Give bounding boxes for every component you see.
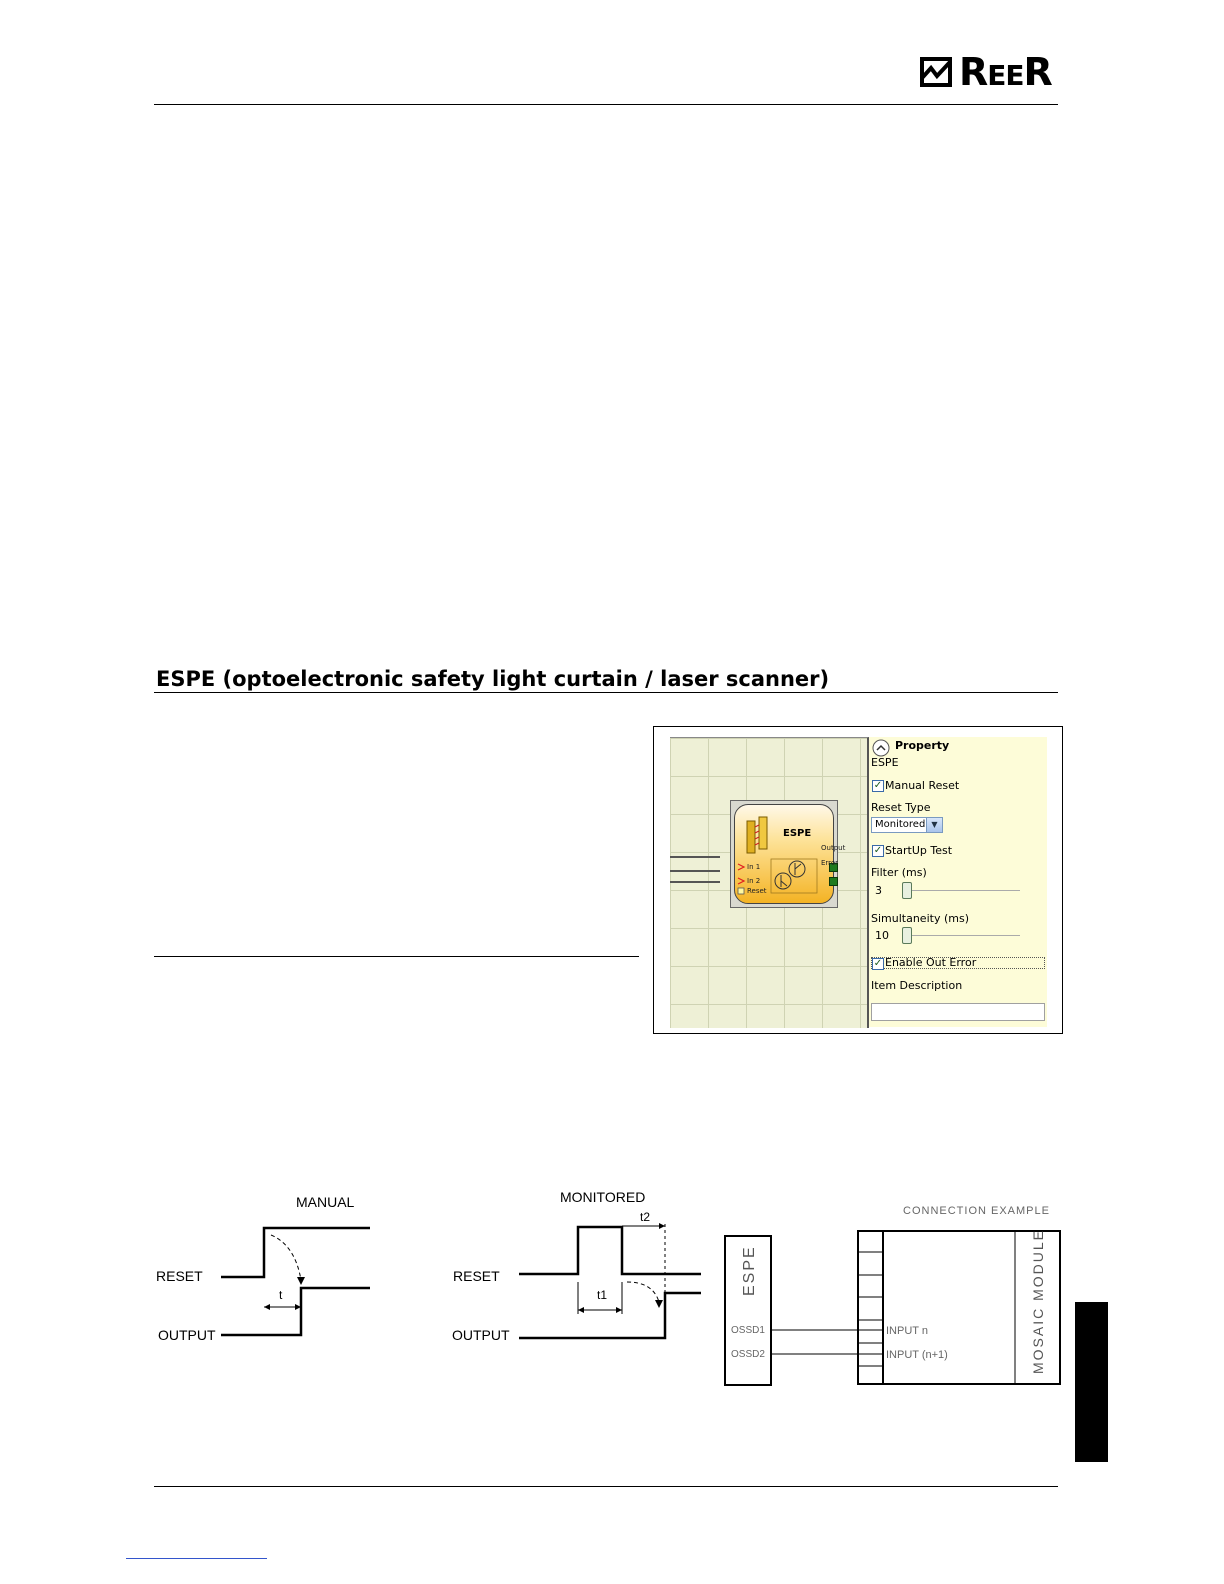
monitored-reset-label: RESET xyxy=(453,1268,500,1284)
startup-test-label: StartUp Test xyxy=(885,844,953,857)
software-screenshot xyxy=(653,726,1063,1034)
logo-mark-icon xyxy=(919,56,953,88)
pin-label-output: Output xyxy=(821,844,846,852)
object-name: ESPE xyxy=(871,756,899,769)
espe-block-body xyxy=(734,804,834,904)
reer-logo xyxy=(919,50,1059,94)
item-description-label: Item Description xyxy=(871,979,963,992)
espe-function-block[interactable] xyxy=(730,800,838,908)
light-curtain-icon xyxy=(745,815,773,857)
block-title: ESPE xyxy=(783,828,812,839)
enable-out-error-label: Enable Out Error xyxy=(885,956,977,969)
mosaic-module-label: MOSAIC MODULE xyxy=(1030,1228,1046,1374)
filter-label: Filter (ms) xyxy=(871,866,927,879)
reset-type-value: Monitored xyxy=(875,819,926,830)
section-rule xyxy=(154,692,1058,693)
property-panel xyxy=(869,737,1047,1027)
logo-wordmark: REER xyxy=(959,50,1052,94)
manual-reset-label: Manual Reset xyxy=(885,779,960,792)
filter-slider-thumb[interactable] xyxy=(902,882,912,899)
input-n1-label: INPUT (n+1) xyxy=(886,1349,948,1361)
property-header: Property xyxy=(895,739,950,752)
footer-rule xyxy=(154,1486,1058,1487)
filter-slider-track xyxy=(905,890,1020,891)
header-rule xyxy=(154,104,1058,105)
monitored-t2-label: t2 xyxy=(640,1210,651,1224)
monitored-timing-diagram xyxy=(515,1222,705,1346)
manual-title: MANUAL xyxy=(296,1194,355,1210)
ossd1-label: OSSD1 xyxy=(731,1325,765,1336)
chevron-down-icon[interactable]: ▼ xyxy=(926,818,942,832)
manual-reset-label: RESET xyxy=(156,1268,203,1284)
startup-test-checkbox[interactable]: ✓ xyxy=(873,845,883,856)
wire-in1 xyxy=(670,856,720,858)
simultaneity-slider-track xyxy=(905,935,1020,936)
chapter-side-tab xyxy=(1075,1302,1108,1462)
pin-label-in1: In 1 xyxy=(747,863,761,871)
connection-diagram xyxy=(770,1228,1065,1388)
wire-in2 xyxy=(670,870,720,872)
input-pin-arrows-icon xyxy=(737,863,747,897)
monitored-title: MONITORED xyxy=(560,1189,646,1205)
collapse-chevron-icon[interactable] xyxy=(872,739,890,757)
enable-out-error-checkbox[interactable]: ✓ xyxy=(873,958,883,969)
filter-value: 3 xyxy=(875,884,882,897)
diagram-canvas[interactable] xyxy=(670,737,869,1028)
monitored-output-label: OUTPUT xyxy=(452,1327,510,1343)
manual-t-label: t xyxy=(279,1288,283,1302)
espe-device-label: ESPE xyxy=(741,1245,758,1296)
item-description-input[interactable] xyxy=(871,1003,1045,1021)
simultaneity-slider-thumb[interactable] xyxy=(902,927,912,944)
error-pin[interactable] xyxy=(829,877,838,886)
pin-label-reset: Reset xyxy=(747,887,767,895)
pin-label-in2: In 2 xyxy=(747,877,761,885)
manual-timing-diagram xyxy=(215,1215,380,1345)
wire-reset xyxy=(670,881,720,883)
connection-title: CONNECTION EXAMPLE xyxy=(903,1205,1050,1217)
simultaneity-value: 10 xyxy=(875,929,889,942)
section-title: ESPE (optoelectronic safety light curtain / laser scanner) xyxy=(156,667,830,691)
reset-type-select[interactable] xyxy=(871,817,943,833)
transistor-icon xyxy=(767,855,821,897)
monitored-t1-label: t1 xyxy=(597,1288,608,1302)
manual-output-label: OUTPUT xyxy=(158,1327,216,1343)
text-divider xyxy=(154,956,639,957)
footer-link-underline[interactable] xyxy=(126,1558,267,1559)
ossd2-label: OSSD2 xyxy=(731,1349,765,1360)
simultaneity-label: Simultaneity (ms) xyxy=(871,912,969,925)
manual-reset-checkbox[interactable]: ✓ xyxy=(873,780,883,791)
reset-type-label: Reset Type xyxy=(871,801,931,814)
input-n-label: INPUT n xyxy=(886,1325,928,1337)
pin-label-error: Error xyxy=(821,859,839,867)
